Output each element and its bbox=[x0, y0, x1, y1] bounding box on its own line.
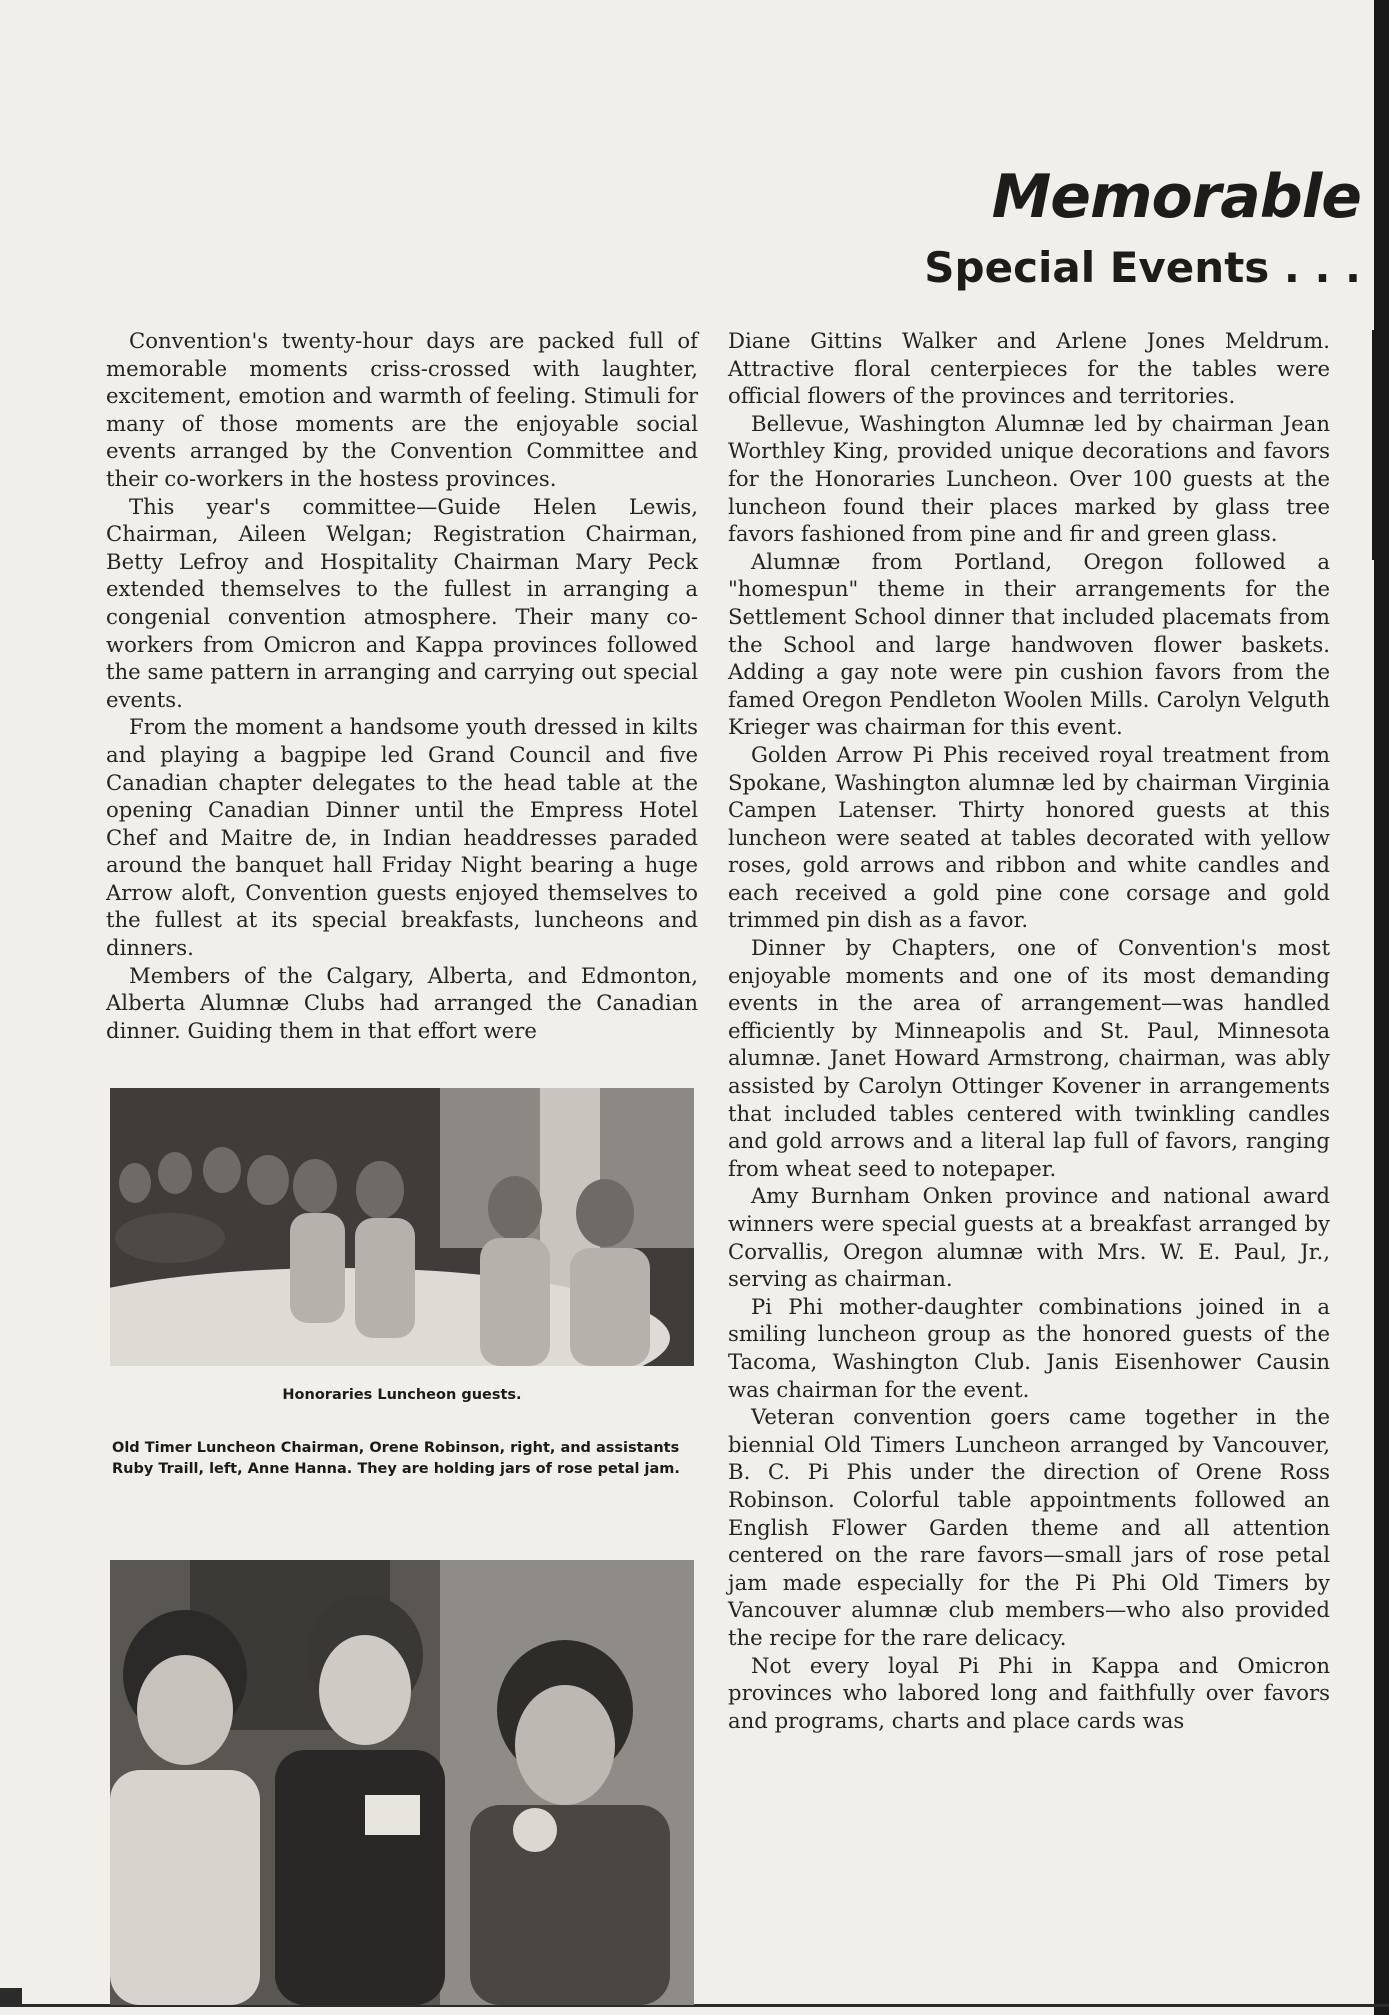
paragraph: Pi Phi mother-daughter combinations joined in a smiling luncheon group as the honored guests of the Tacoma, Washington Club. Janis Eisenhower Causin was chairman for the event. bbox=[728, 1293, 1330, 1402]
old-timer-luncheon-photo bbox=[110, 1560, 694, 2005]
paragraph: Members of the Calgary, Alberta, and Edmonton, Alberta Alumnæ Clubs had arranged the Canadian dinner. Guiding them in that effort were bbox=[106, 962, 698, 1043]
paragraph: Diane Gittins Walker and Arlene Jones Meldrum. Attractive floral centerpieces for the tables were official flowers of the provinces and territories. bbox=[728, 328, 1330, 409]
paragraph: Golden Arrow Pi Phis received royal treatment from Spokane, Washington alumnæ led by chairman Virginia Campen Latenser. Thirty honored guests at this luncheon were seated at tables decorated with yellow roses, gold arrows and ribbon and white candles and each received a gold pine cone corsage and gold trimmed pin dish as a favor. bbox=[728, 741, 1330, 933]
honoraries-luncheon-photo bbox=[110, 1088, 694, 1366]
page-edge-shadow bbox=[1372, 0, 1389, 2015]
paragraph: Not every loyal Pi Phi in Kappa and Omicron provinces who labored long and faithfully over favors and programs, charts and place cards was bbox=[728, 1652, 1330, 1733]
paragraph: Convention's twenty-hour days are packed full of memorable moments criss-crossed with laughter, excitement, emotion and warmth of feeling. Stimuli for many of those moments are the enjoyable social events arranged by the Convention Committee and their co-workers in the hostess provinces. bbox=[106, 328, 698, 491]
article-headline bbox=[924, 162, 1361, 298]
photo-illustration bbox=[110, 1560, 694, 2005]
paragraph: From the moment a handsome youth dressed in kilts and playing a bagpipe led Grand Council and five Canadian chapter delegates to the head table at the opening Canadian Dinner until the Empress Hotel Chef and Maitre de, in Indian headdresses paraded around the banquet hall Friday Night bearing a huge Arrow aloft, Convention guests enjoyed themselves to the fullest at its special breakfasts, luncheons and dinners. bbox=[106, 714, 698, 961]
paragraph: Dinner by Chapters, one of Convention's most enjoyable moments and one of its most demanding events in the area of arrangement—was handled efficiently by Minneapolis and St. Paul, Minnesota alumnæ. Janet Howard Armstrong, chairman, was ably assisted by Carolyn Ottinger Kovener in arrangements that included tables centered with twinkling candles and gold arrows and a literal lap full of favors, ranging from wheat seed to notepaper. bbox=[728, 935, 1330, 1181]
photo-illustration bbox=[110, 1088, 694, 1366]
photo-caption: Honoraries Luncheon guests. bbox=[282, 1387, 522, 1403]
paragraph: Amy Burnham Onken province and national award winners were special guests at a breakfast arranged by Corvallis, Oregon alumnæ with Mrs. W. E. Paul, Jr., serving as chairman. bbox=[728, 1183, 1330, 1292]
paragraph: Veteran convention goers came together in the biennial Old Timers Luncheon arranged by Vancouver, B. C. Pi Phis under the direction of Orene Ross Robinson. Colorful table appointments followed an English Flower Garden theme and all attention centered on the rare favors—small jars of rose petal jam made especially for the Pi Phi Old Timers by Vancouver alumnæ club members—who also provided the recipe for the rare delicacy. bbox=[728, 1404, 1330, 1650]
left-column bbox=[106, 327, 698, 1044]
headline-subtitle: Special Events . . . bbox=[924, 243, 1361, 292]
page-edge-gap bbox=[1360, 0, 1374, 330]
paragraph: This year's committee—Guide Helen Lewis, Chairman, Aileen Welgan; Registration Chairman, Betty Lefroy and Hospitality Chairman Mary Peck extended themselves to the fullest in arranging a congenial convention atmosphere. Their many co-workers from Omicron and Kappa provinces followed the same pattern in arranging and carrying out special events. bbox=[106, 493, 698, 712]
paragraph: Bellevue, Washington Alumnæ led by chairman Jean Worthley King, provided unique decorations and favors for the Honoraries Luncheon. Over 100 guests at the luncheon found their places marked by glass tree favors fashioned from pine and fir and green glass. bbox=[728, 410, 1330, 547]
right-column bbox=[728, 327, 1330, 1734]
page-edge-gap-lower bbox=[1366, 560, 1374, 2015]
photo-caption: Old Timer Luncheon Chairman, Orene Robinson, right, and assistants Ruby Traill, left, Anne Hanna. They are holding jars of rose petal jam. bbox=[112, 1440, 680, 1477]
paragraph: Alumnæ from Portland, Oregon followed a "homespun" theme in their arrangements for the Settlement School dinner that included placemats from the School and large handwoven flower baskets. Adding a gay note were pin cushion favors from the famed Oregon Pendleton Woolen Mills. Carolyn Velguth Krieger was chairman for this event. bbox=[728, 548, 1330, 740]
corner-mark bbox=[0, 1988, 22, 2004]
headline-title: Memorable bbox=[991, 162, 1361, 232]
